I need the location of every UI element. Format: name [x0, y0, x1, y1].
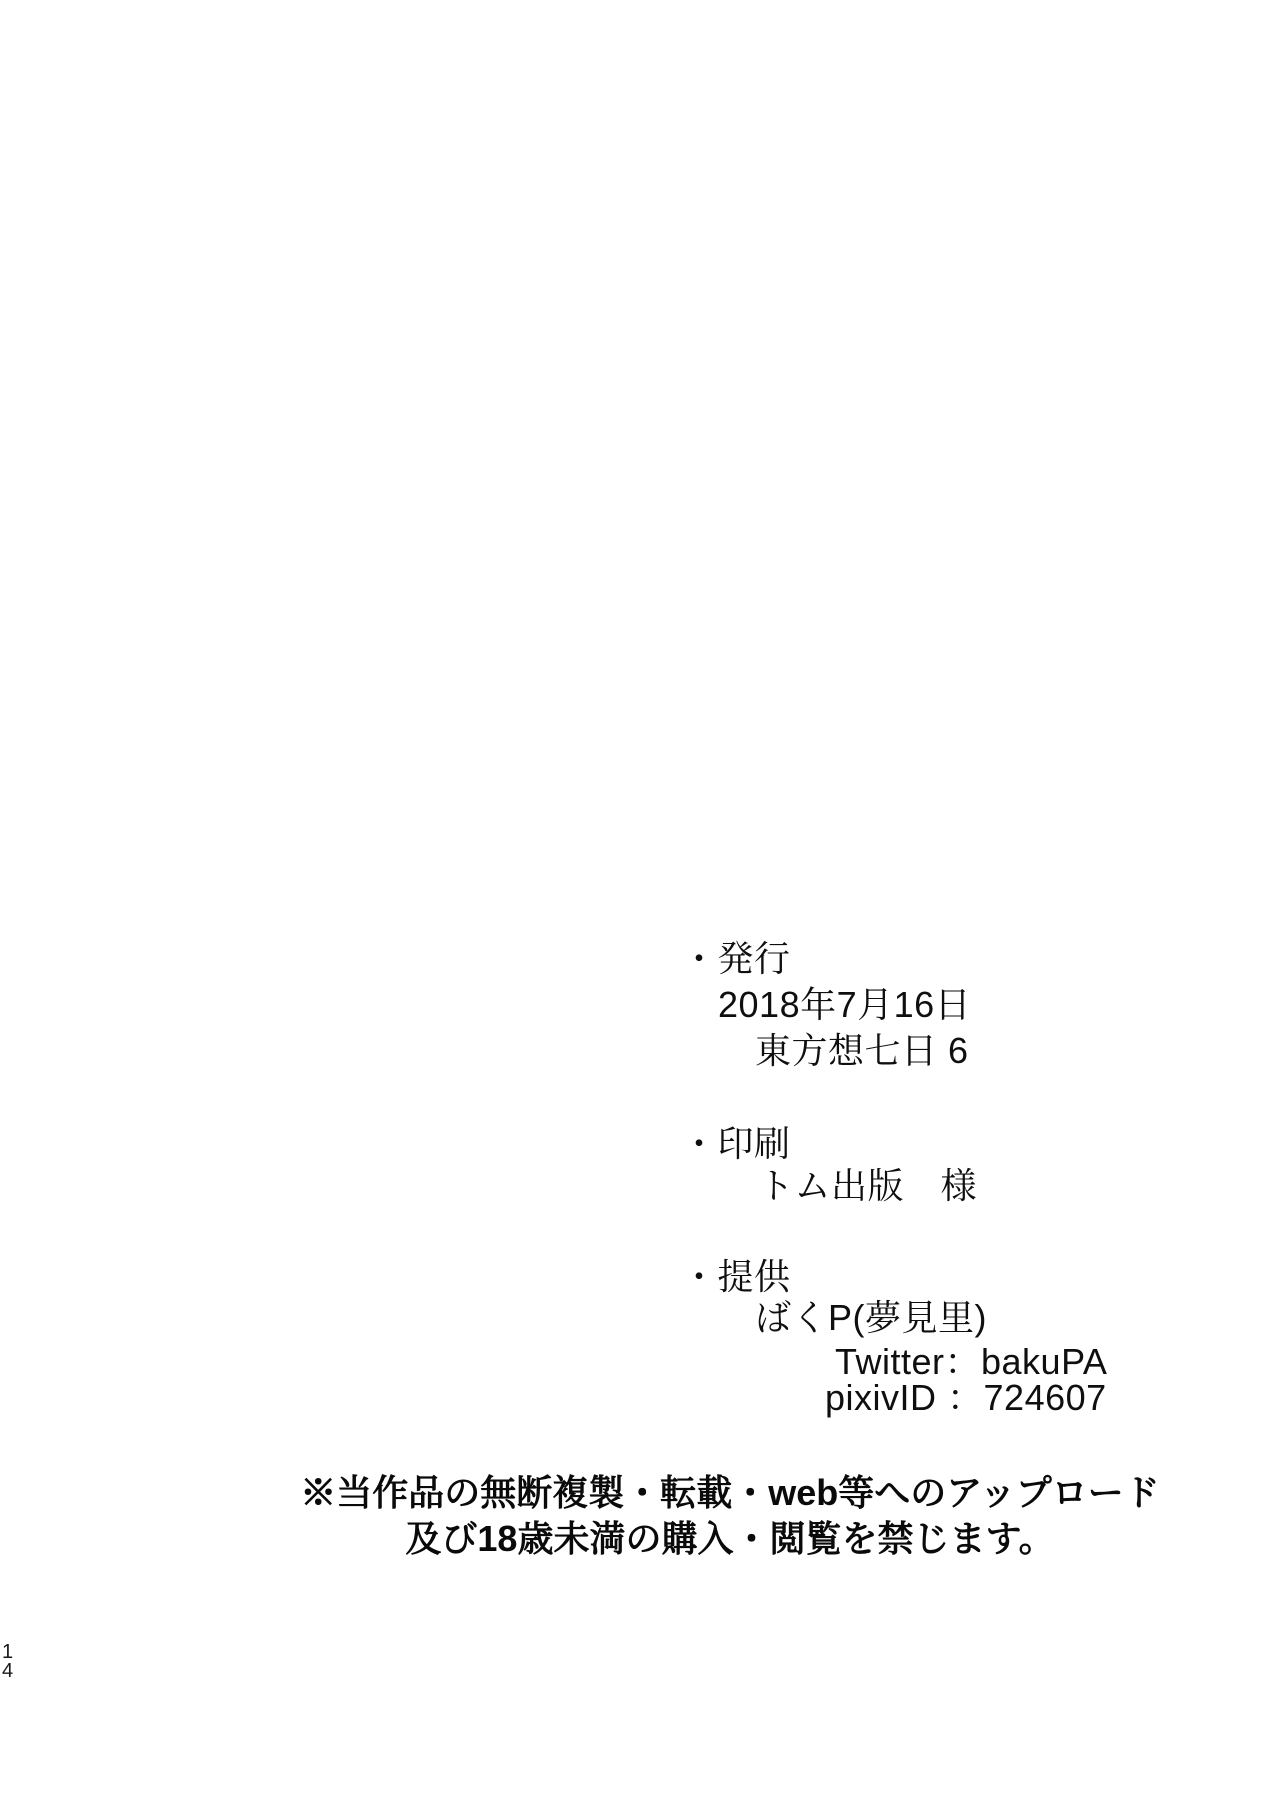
page-number-digit-2: 4 — [2, 1660, 14, 1682]
credit-section-label: ・提供 — [681, 1256, 791, 1297]
publication-date: 2018年7月16日 — [718, 984, 972, 1025]
printing-section-label: ・印刷 — [681, 1123, 791, 1164]
pixiv-id: pixivID ：724607 — [825, 1377, 1107, 1418]
twitter-handle: Twitter：bakuPA — [835, 1341, 1108, 1382]
author-name: ばくP(夢見里) — [755, 1297, 987, 1338]
page-number — [2, 1643, 13, 1681]
printer-name: トム出版 様 — [758, 1165, 978, 1206]
publication-event: 東方想七日 6 — [755, 1030, 969, 1071]
page-number-digit-1: 1 — [2, 1641, 14, 1663]
copyright-warning-line1: ※当作品の無断複製・転載・web等へのアップロード — [300, 1472, 1160, 1513]
copyright-warning-line2: 及び18歳未満の購入・閲覧を禁じます。 — [405, 1518, 1055, 1559]
publication-section-label: ・発行 — [681, 938, 791, 979]
